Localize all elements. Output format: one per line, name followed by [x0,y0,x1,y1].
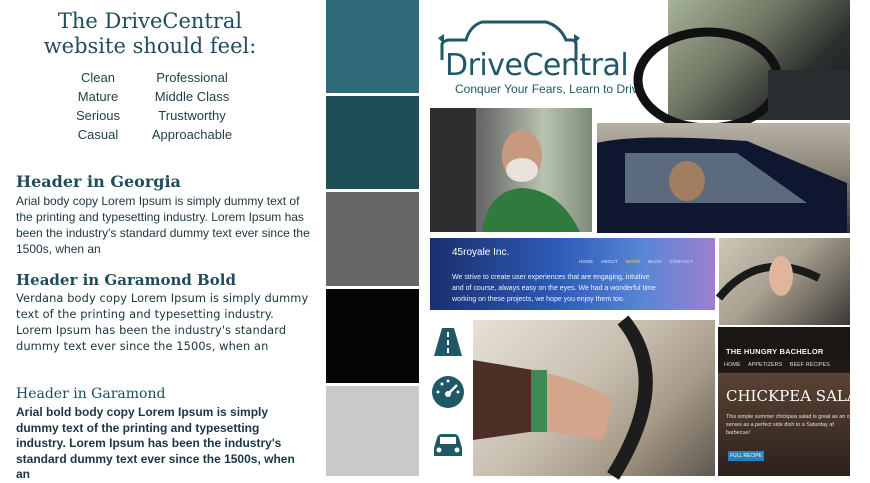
sample-nav-item: BEEF RECIPES [789,362,830,368]
website-sample-hungry-bachelor [718,327,870,476]
adjective: Approachable [151,127,233,142]
driver-figure [430,108,592,232]
speedometer-icon [428,372,468,412]
sample-nav-item: HOME [724,362,741,368]
sample-line: We strive to create user experiences that are engaging, intuitive [452,274,650,281]
section-body-arial: Arial body copy Lorem Ipsum is simply dummy text of the printing and typesetting industry. Lorem Ipsum has been the industry's standard dummy text ever since the 1500s, when an [16,194,310,256]
adjective: Mature [77,89,119,104]
intro-title [0,9,300,59]
section-body-arial-bold: Arial bold body copy Lorem Ipsum is simply dummy text of the printing and typesetting industry. Lorem Ipsum has been the industry's standard dummy text ever since the 1500s, when an [16,405,295,481]
photo-driving-hands [668,0,850,120]
sample-nav-item: CONTACT [669,259,693,264]
intro-title-line-1: The DriveCentral [57,9,243,33]
sample-nav [718,358,850,372]
photo-car-window [597,123,850,233]
color-swatch [326,0,419,93]
section-heading-garamond-bold: Header in Garamond Bold [16,271,236,289]
sample-nav-item: APPETIZERS [748,362,783,368]
sample-nav-item: WORK [625,259,641,264]
photo-smiling-driver [430,108,592,232]
wrist-figure [473,320,715,476]
car-silhouette [597,123,850,233]
drivecentral-logo [430,0,667,107]
car-icon [428,424,468,464]
intro-title-line-2: website should feel: [43,34,257,58]
sample-nav-item: HOME [578,259,594,264]
photo-wrist-on-wheel [473,320,715,476]
section-body-verdana: Verdana body copy Lorem Ipsum is simply dummy text of the printing and typesetting industry. Lorem Ipsum has been the industry's standard dummy text ever since the 1500s, when an [16,291,309,353]
adjective: Casual [77,127,119,142]
color-swatch [326,192,419,286]
sample-nav [573,259,693,264]
logo-tagline: Conquer Your Fears, Learn to Drive [455,82,645,96]
adjective: Middle Class [154,89,230,104]
section-heading-georgia: Header in Georgia [16,172,181,191]
road-icon [428,322,468,362]
color-swatch [326,96,419,189]
sample-nav-item: BLOG [648,259,662,264]
sample-nav-item: ABOUT [600,259,618,264]
logo-wordmark: DriveCentral [445,48,629,83]
adjective: Trustworthy [158,108,226,123]
adjective: Clean [81,70,115,85]
adjectives-right [144,68,240,144]
steering-wheel-icon [668,0,850,120]
sample-recipe-title: CHICKPEA SALAD [726,387,870,405]
adjective: Serious [75,108,121,123]
sample-line: working on these projects, we hope you enjoy them too. [452,296,625,303]
section-heading-garamond: Header in Garamond [16,386,166,402]
sample-brand: 45royale Inc. [452,247,510,258]
sample-line: and of course, always easy on the eyes. We had a wonderful time [452,285,656,292]
website-sample-45royale [430,238,715,310]
adjective: Professional [156,70,228,85]
sample-recipe-desc: This simple summer chickpea salad is great as an or serves as a perfect side dish to a Saturday af barbecue! [726,414,852,436]
brand-brief-column [0,0,325,481]
color-swatch [326,386,419,476]
adjectives-left [64,68,132,144]
sample-full-recipe-button: FULL RECIPE [729,453,763,459]
wheel-arc [719,238,850,325]
sample-brand: THE HUNGRY BACHELOR [726,347,824,356]
color-swatch [326,289,419,383]
photo-hand-on-wheel [719,238,850,325]
